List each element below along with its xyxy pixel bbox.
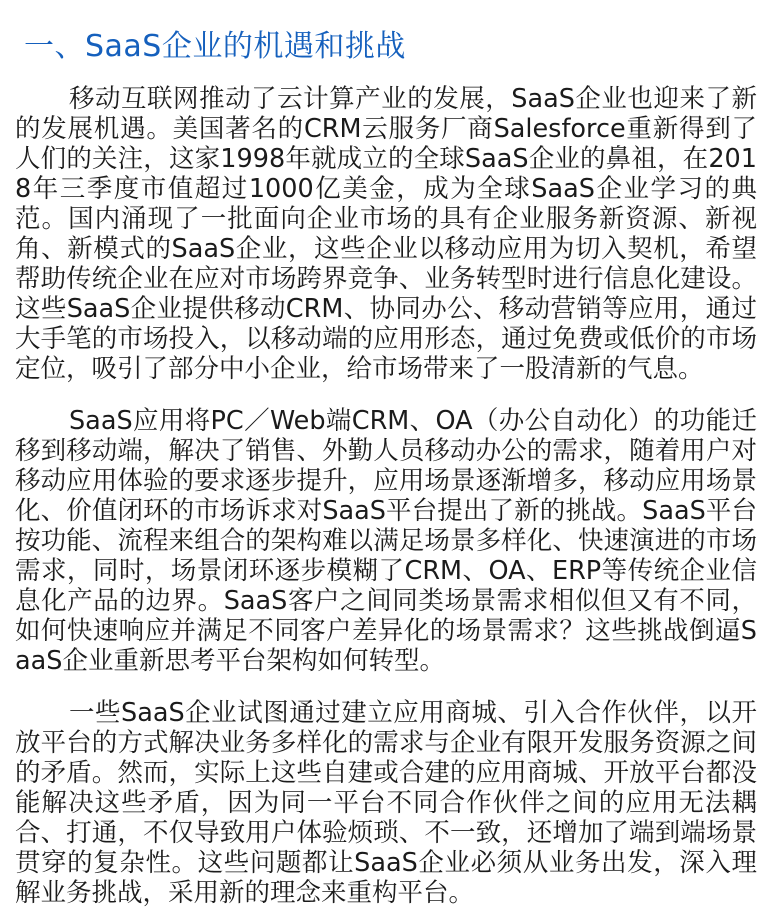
paragraph-2: SaaS应用将PC／Web端CRM、OA（办公自动化）的功能迁移到移动端，解决了销售、外勤人员移动办公的需求，随着用户对移动应用体验的要求逐步提升，应用场景逐渐增多，移动应用场景化、价值闭环的市场诉求对SaaS平台提出了新的挑战。SaaS平台按功能、流程来组合的架构难以满足场景多样化、快速演进的市场需求，同时，场景闭环逐步模糊了CRM、OA、ERP等传统企业信息化产品的边界。SaaS客户之间同类场景需求相似但又有不同，如何快速响应并满足不同客户差异化的场景需求？这些挑战倒逼SaaS企业重新思考平台架构如何转型。 [15,406,757,676]
paragraph-3: 一些SaaS企业试图通过建立应用商城、引入合作伙伴，以开放平台的方式解决业务多样化的需求与企业有限开发服务资源之间的矛盾。然而，实际上这些自建或合建的应用商城、开放平台都没能解决这些矛盾，因为同一平台不同合作伙伴之间的应用无法耦合、打通，不仅导致用户体验烦琐、不一致，还增加了端到端场景贯穿的复杂性。这些问题都让SaaS企业必须从业务出发，深入理解业务挑战，采用新的理念来重构平台。 [15,698,757,908]
body-text-block [15,84,757,908]
page-title: 一、SaaS企业的机遇和挑战 [24,29,406,64]
paragraph-1: 移动互联网推动了云计算产业的发展，SaaS企业也迎来了新的发展机遇。美国著名的CRM云服务厂商Salesforce重新得到了人们的关注，这家1998年就成立的全球SaaS企业的鼻祖，在2018年三季度市值超过1000亿美金，成为全球SaaS企业学习的典范。国内涌现了一批面向企业市场的具有企业服务新资源、新视角、新模式的SaaS企业，这些企业以移动应用为切入契机，希望帮助传统企业在应对市场跨界竞争、业务转型时进行信息化建设。这些SaaS企业提供移动CRM、协同办公、移动营销等应用，通过大手笔的市场投入，以移动端的应用形态，通过免费或低价的市场定位，吸引了部分中小企业，给市场带来了一股清新的气息。 [15,84,757,384]
